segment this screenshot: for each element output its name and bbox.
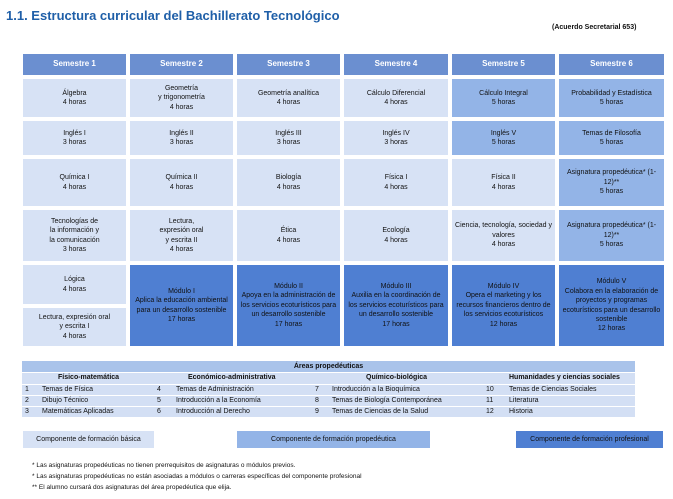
module-5: Módulo V Colabora en la elaboración de proyectos y programas ecoturísticos para un desarrollo sostenible 12 horas xyxy=(559,265,664,346)
area-item-number: 9 xyxy=(315,408,319,415)
course-lectura-1: Lectura, expresión oral y escrita I 4 horas xyxy=(23,308,126,346)
area-item-number: 12 xyxy=(486,408,494,415)
area-item-label: Literatura xyxy=(509,397,539,404)
course-lectura-2: Lectura, expresión oral y escrita II 4 horas xyxy=(130,210,233,261)
module-2: Módulo II Apoya en la administración de los servicios ecoturísticos para un desarrollo sostenible 17 horas xyxy=(237,265,340,346)
footnote-3: ** El alumno cursará dos asignaturas del área propedéutica que elija. xyxy=(32,484,232,491)
module-3: Módulo III Auxilia en la coordinación de los servicios ecoturísticos para un desarrollo sostenible 17 horas xyxy=(344,265,448,346)
area-item-number: 7 xyxy=(315,386,319,393)
area-item-label: Temas de Física xyxy=(42,386,93,393)
module-1: Módulo I Aplica la educación ambiental para un desarrollo sostenible 17 horas xyxy=(130,265,233,346)
course-ingles-5: Inglés V 5 horas xyxy=(452,121,555,155)
course-ingles-3: Inglés III 3 horas xyxy=(237,121,340,155)
area-item-label: Dibujo Técnico xyxy=(42,397,89,404)
legend-basic: Componente de formación básica xyxy=(23,431,154,448)
area-item-label: Introducción a la Bioquímica xyxy=(332,386,420,393)
area-item-number: 6 xyxy=(157,408,161,415)
area-item-label: Matemáticas Aplicadas xyxy=(42,408,114,415)
semester-1-header: Semestre 1 xyxy=(23,54,126,75)
areas-title: Áreas propedéuticas xyxy=(22,361,635,372)
area-item-number: 2 xyxy=(25,397,29,404)
course-algebra: Álgebra 4 horas xyxy=(23,79,126,117)
course-ingles-2: Inglés II 3 horas xyxy=(130,121,233,155)
area-quimico-biologica: Químico-biológica xyxy=(366,374,428,381)
area-item-label: Historia xyxy=(509,408,533,415)
course-fisica-1: Física I 4 horas xyxy=(344,159,448,206)
area-economico-administrativa: Económico-administrativa xyxy=(188,374,276,381)
course-ingles-1: Inglés I 3 horas xyxy=(23,121,126,155)
area-fisico-matematica: Físico-matemática xyxy=(58,374,120,381)
module-4: Módulo IV Opera el marketing y los recursos financieros dentro de los servicios ecoturísticos 12 horas xyxy=(452,265,555,346)
area-item-label: Temas de Administración xyxy=(176,386,254,393)
area-humanidades: Humanidades y ciencias sociales xyxy=(509,374,620,381)
area-item-label: Introducción a la Economía xyxy=(176,397,261,404)
semester-6-header: Semestre 6 xyxy=(559,54,664,75)
course-geometria-trigonometria: Geometría y trigonometría 4 horas xyxy=(130,79,233,117)
semester-4-header: Semestre 4 xyxy=(344,54,448,75)
area-item-number: 11 xyxy=(486,397,494,404)
area-item-label: Temas de Ciencias de la Salud xyxy=(332,408,429,415)
legend-propedeutic: Componente de formación propedéutica xyxy=(237,431,430,448)
course-fisica-2: Física II 4 horas xyxy=(452,159,555,206)
area-item-number: 5 xyxy=(157,397,161,404)
page-title: 1.1. Estructura curricular del Bachillerato Tecnológico xyxy=(6,8,340,23)
semester-2-header: Semestre 2 xyxy=(130,54,233,75)
course-quimica-2: Química II 4 horas xyxy=(130,159,233,206)
course-calculo-integral: Cálculo Integral 5 horas xyxy=(452,79,555,117)
course-tic: Tecnologías de la información y la comunicación 3 horas xyxy=(23,210,126,261)
course-geometria-analitica: Geometría analítica 4 horas xyxy=(237,79,340,117)
course-ingles-4: Inglés IV 3 horas xyxy=(344,121,448,155)
course-propedeutica-2: Asignatura propedéutica* (1-12)** 5 horas xyxy=(559,210,664,261)
semester-3-header: Semestre 3 xyxy=(237,54,340,75)
legend-professional: Componente de formación profesional xyxy=(516,431,663,448)
course-quimica-1: Química I 4 horas xyxy=(23,159,126,206)
course-probabilidad: Probabilidad y Estadística 5 horas xyxy=(559,79,664,117)
area-item-label: Temas de Biología Contemporánea xyxy=(332,397,442,404)
course-calculo-diferencial: Cálculo Diferencial 4 horas xyxy=(344,79,448,117)
footnote-2: * Las asignaturas propedéuticas no están asociadas a módulos o carreras específicas del componente profesional xyxy=(32,473,362,480)
area-item-label: Temas de Ciencias Sociales xyxy=(509,386,597,393)
course-biologia: Biología 4 horas xyxy=(237,159,340,206)
areas-row-2 xyxy=(22,396,635,406)
course-etica: Ética 4 horas xyxy=(237,210,340,261)
area-item-label: Introducción al Derecho xyxy=(176,408,250,415)
semester-5-header: Semestre 5 xyxy=(452,54,555,75)
area-item-number: 1 xyxy=(25,386,29,393)
area-item-number: 8 xyxy=(315,397,319,404)
area-item-number: 10 xyxy=(486,386,494,393)
course-logica: Lógica 4 horas xyxy=(23,265,126,304)
area-item-number: 3 xyxy=(25,408,29,415)
course-ecologia: Ecología 4 horas xyxy=(344,210,448,261)
area-item-number: 4 xyxy=(157,386,161,393)
course-filosofia: Temas de Filosofía 5 horas xyxy=(559,121,664,155)
course-propedeutica-1: Asignatura propedéutica* (1-12)** 5 horas xyxy=(559,159,664,206)
agreement-note: (Acuerdo Secretarial 653) xyxy=(552,24,637,31)
course-ciencia-tecnologia: Ciencia, tecnología, sociedad y valores 4 horas xyxy=(452,210,555,261)
footnote-1: * Las asignaturas propedéuticas no tienen prerrequisitos de asignaturas o módulos previos. xyxy=(32,462,296,469)
